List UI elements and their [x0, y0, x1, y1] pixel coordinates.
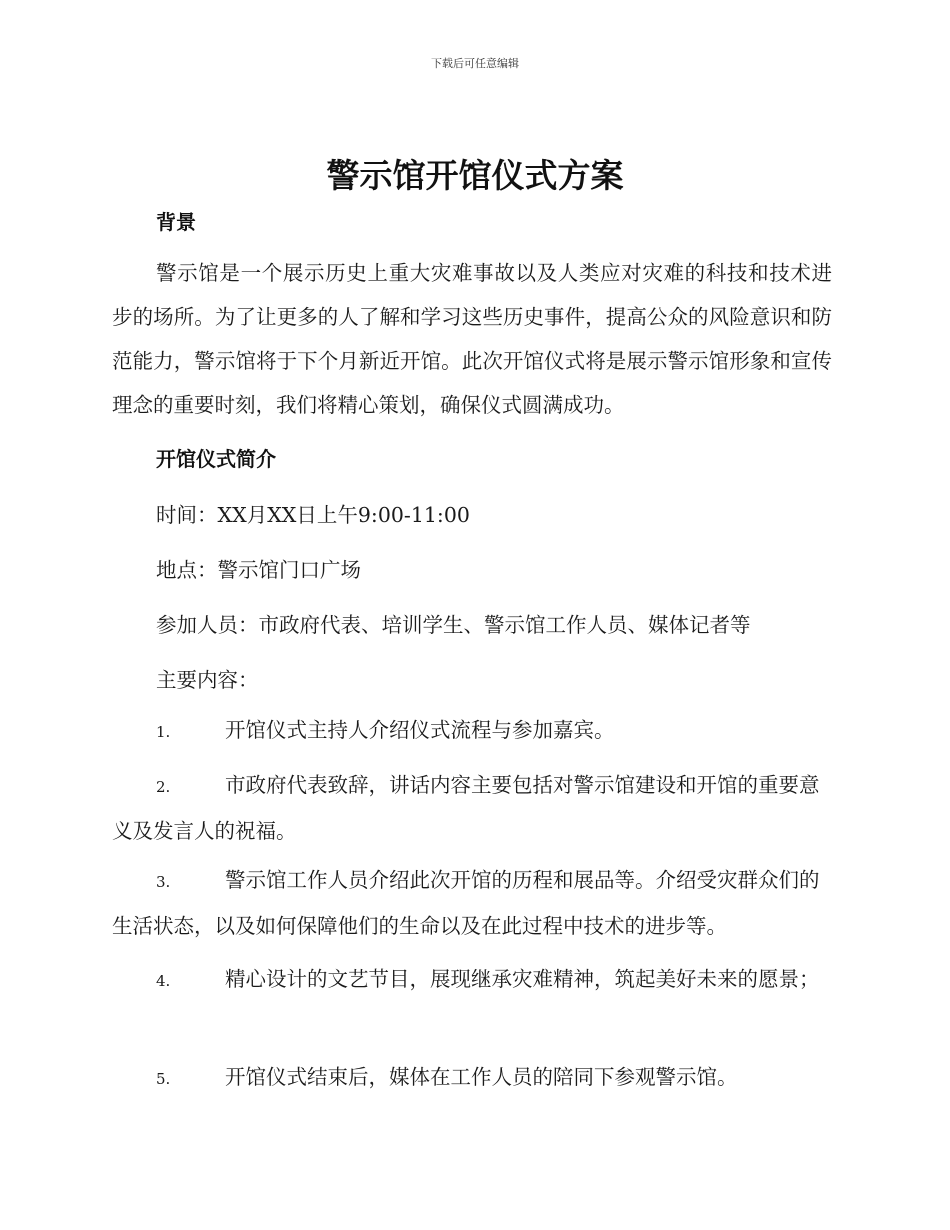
- list-item: [112, 708, 832, 754]
- list-item-number: 2.: [156, 778, 171, 796]
- list-item: [112, 957, 832, 1003]
- list-item: [112, 1055, 832, 1101]
- list-item-number: 4.: [156, 972, 171, 990]
- list-item-text: 精心设计的文艺节目，展现继承灾难精神，筑起美好未来的愿景；: [225, 967, 820, 991]
- list-item-number: 3.: [156, 873, 171, 891]
- intro-heading: 开馆仪式简介: [156, 447, 276, 471]
- list-item-text: 警示馆工作人员介绍此次开馆的历程和展品等。介绍受灾群众们的生活状态，以及如何保障他们的生命以及在此过程中技术的进步等。: [112, 868, 820, 938]
- header-note: 下载后可任意编辑: [431, 57, 519, 70]
- time-line: 时间：XX月XX日上午9:00-11:00: [156, 503, 470, 527]
- document-title: 警示馆开馆仪式方案: [326, 156, 624, 195]
- list-item-text: 开馆仪式主持人介绍仪式流程与参加嘉宾。: [225, 718, 615, 742]
- list-item-number: 5.: [156, 1070, 171, 1088]
- list-item: [112, 763, 832, 853]
- list-item-text: 开馆仪式结束后，媒体在工作人员的陪同下参观警示馆。: [225, 1065, 738, 1089]
- background-heading: 背景: [156, 210, 196, 234]
- participants-line: 参加人员：市政府代表、培训学生、警示馆工作人员、媒体记者等: [156, 613, 751, 637]
- list-item: [112, 858, 832, 948]
- list-item-text: 市政府代表致辞，讲话内容主要包括对警示馆建设和开馆的重要意义及发言人的祝福。: [112, 773, 820, 843]
- main-content-label: 主要内容：: [156, 668, 259, 692]
- background-paragraph: 警示馆是一个展示历史上重大灾难事故以及人类应对灾难的科技和技术进步的场所。为了让更多的人了解和学习这些历史事件，提高公众的风险意识和防范能力，警示馆将于下个月新近开馆。此次开馆仪式将是展示警示馆形象和宣传理念的重要时刻，我们将精心策划，确保仪式圆满成功。: [112, 261, 832, 417]
- list-item-number: 1.: [156, 723, 171, 741]
- place-line: 地点：警示馆门口广场: [156, 558, 361, 582]
